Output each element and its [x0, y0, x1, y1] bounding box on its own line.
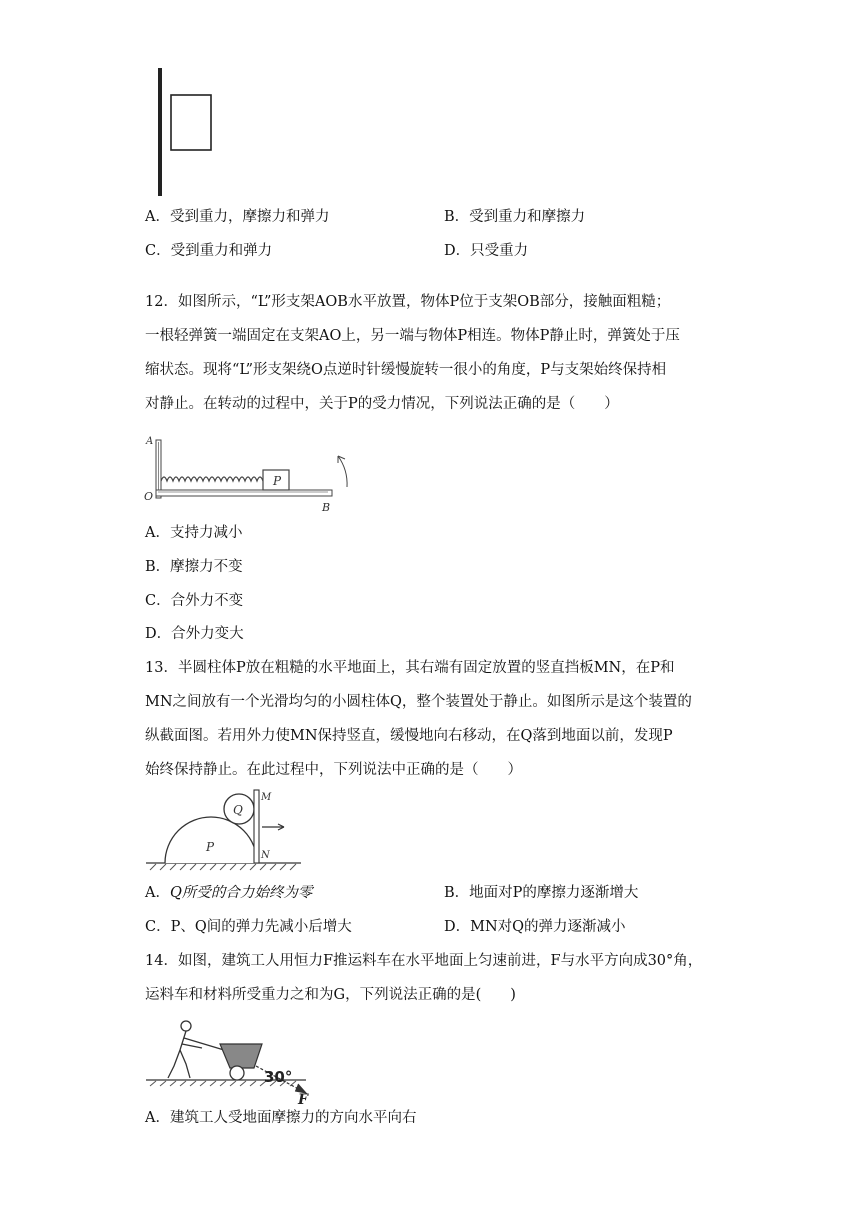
label-p: P: [206, 840, 215, 854]
label-m: M: [261, 792, 272, 803]
q14-stem-line-1: 14．如图，建筑工人用恒力F推运料车在水平地面上匀速前进，F与水平方向成30°角，: [145, 953, 703, 969]
q11-option-c: C．受到重力和弹力: [145, 243, 273, 259]
q13-stem-line-3: 纵截面图。若用外力使MN保持竖直，缓慢地向右移动，在Q落到地面以前，发现P: [145, 728, 673, 744]
cart-bin: [220, 1044, 262, 1068]
label-o: O: [144, 490, 154, 503]
label-b: B: [322, 501, 331, 514]
worker: [168, 1021, 224, 1078]
figure-l-frame-spring: [142, 432, 362, 512]
label-a: A: [146, 436, 154, 447]
q12-option-d: D．合外力变大: [145, 626, 244, 642]
rotation-arrow-icon: [338, 456, 347, 487]
q13-option-d: D．MN对Q的弹力逐渐减小: [444, 919, 626, 935]
figure-block-on-wall: [155, 68, 215, 198]
wall: [158, 68, 162, 196]
q12-stem-line-4: 对静止。在转动的过程中，关于P的受力情况，下列说法正确的是（ ）: [145, 396, 619, 412]
label-q: Q: [233, 803, 243, 817]
q13-option-c: C．P、Q间的弹力先减小后增大: [145, 919, 352, 935]
q13-option-b: B．地面对P的摩擦力逐渐增大: [444, 885, 639, 901]
q11-option-b: B．受到重力和摩擦力: [444, 209, 586, 225]
q12-option-b: B．摩擦力不变: [145, 559, 243, 575]
figure-half-cylinder: [146, 788, 306, 870]
block: [171, 95, 211, 150]
frame-arm-ob: [156, 490, 332, 496]
q13-stem-line-4: 始终保持静止。在此过程中，下列说法中正确的是（ ）: [145, 762, 522, 778]
q12-option-a: A．支持力减小: [145, 525, 243, 541]
cart-wheel: [230, 1066, 244, 1080]
q13-stem-line-1: 13．半圆柱体P放在粗糙的水平地面上，其右端有固定放置的竖直挡板MN，在P和: [145, 660, 675, 676]
plate-mn: [254, 790, 259, 863]
q12-stem-line-3: 缩状态。现将“L”形支架绕O点逆时针缓慢旋转一很小的角度，P与支架始终保持相: [145, 362, 667, 378]
label-n: N: [261, 850, 270, 861]
q13-option-a: A．Q所受的合力始终为零: [145, 885, 313, 901]
q12-stem-line-2: 一根轻弹簧一端固定在支架AO上，另一端与物体P相连。物体P静止时，弹簧处于压: [145, 328, 680, 344]
q11-option-a: A．受到重力，摩擦力和弹力: [145, 209, 330, 225]
q14-option-a: A．建筑工人受地面摩擦力的方向水平向右: [145, 1110, 417, 1126]
label-force: F: [298, 1092, 308, 1108]
figure-worker-cart: [146, 1018, 326, 1108]
q14-stem-line-2: 运料车和材料所受重力之和为G，下列说法正确的是( ): [145, 987, 516, 1003]
q12-option-c: C．合外力不变: [145, 593, 244, 609]
q11-option-d: D．只受重力: [444, 243, 529, 259]
label-p: P: [273, 474, 282, 488]
q13-stem-line-2: MN之间放有一个光滑均匀的小圆柱体Q，整个装置处于静止。如图所示是这个装置的: [145, 694, 692, 710]
label-angle: 30°: [264, 1068, 293, 1086]
q12-stem-line-1: 12．如图所示，“L”形支架AOB水平放置，物体P位于支架OB部分，接触面粗糙；: [145, 294, 671, 310]
